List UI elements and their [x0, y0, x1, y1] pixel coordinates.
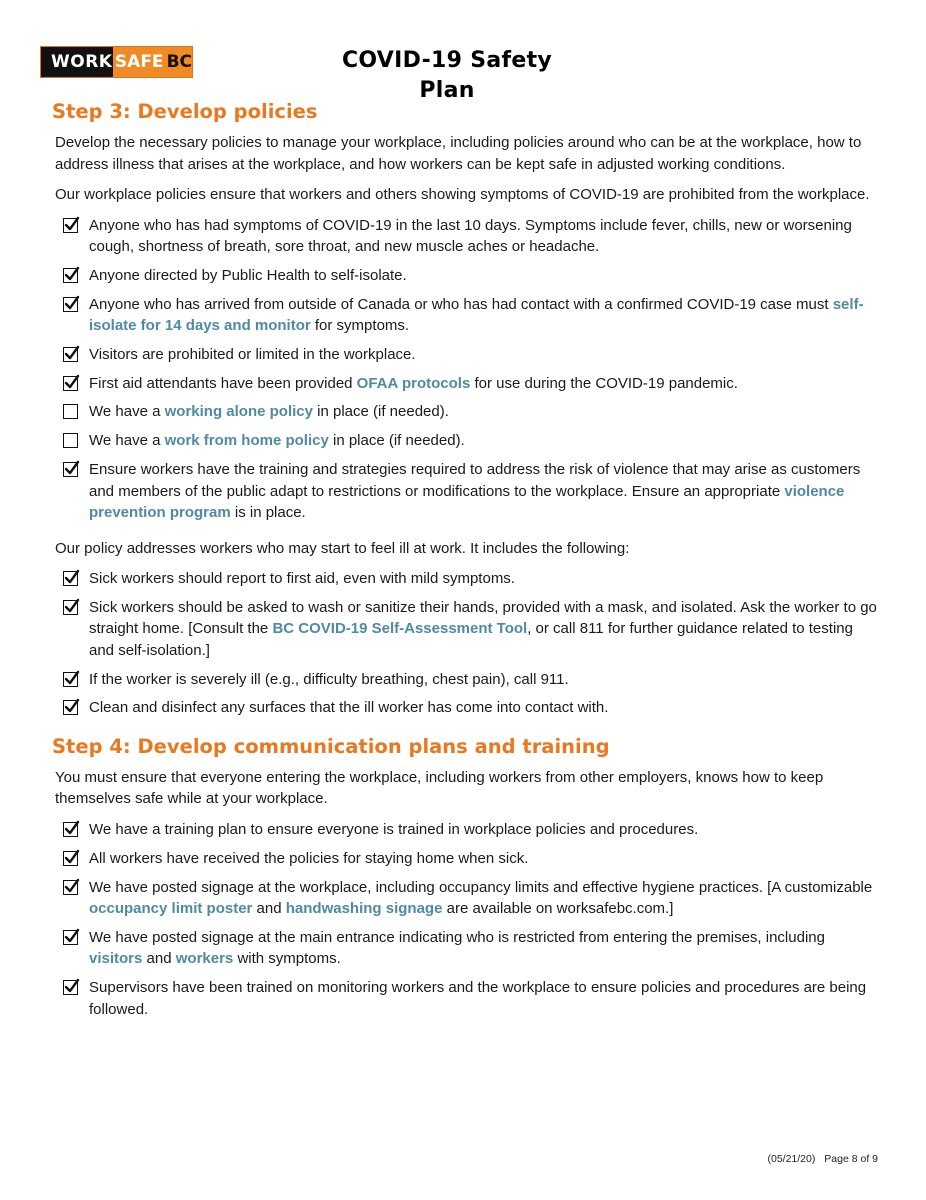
item-text: is in place. — [230, 504, 306, 522]
resource-link[interactable]: occupancy limit poster — [89, 900, 253, 918]
step3-section — [52, 98, 882, 719]
checklist-item — [52, 819, 882, 841]
checklist-item — [52, 848, 882, 870]
item-text: for symptoms. — [310, 317, 410, 335]
checked-checkbox-icon[interactable] — [63, 297, 78, 312]
step3-ill-intro: Our policy addresses workers who may start to feel ill at work. It includes the following: — [55, 539, 630, 557]
step3-policy-checklist — [52, 215, 882, 524]
item-text: Sick workers should be asked to wash or sanitize their hands, provided with a mask, and isolated. Ask the worker to go straight home. [Consult the — [89, 598, 877, 638]
page-content — [52, 98, 882, 1030]
item-text: If the worker is severely ill (e.g., difficulty breathing, chest pain), call 911. — [89, 670, 569, 688]
checked-checkbox-icon[interactable] — [63, 376, 78, 391]
page-header — [40, 46, 886, 103]
checked-checkbox-icon[interactable] — [63, 600, 78, 615]
resource-link[interactable]: working alone policy — [164, 403, 313, 421]
checklist-item — [52, 265, 882, 287]
checked-checkbox-icon[interactable] — [63, 851, 78, 866]
step3-ill-checklist — [52, 568, 882, 719]
item-text: , or call 811 for further guidance related to testing and self-isolation.] — [89, 620, 853, 659]
checklist-item — [52, 977, 882, 1020]
resource-link[interactable]: OFAA protocols — [356, 374, 471, 392]
item-text: We have posted signage at the workplace, including occupancy limits and effective hygiene practices. [A customizable — [89, 878, 873, 896]
item-text: and — [142, 950, 176, 968]
resource-link[interactable]: BC COVID-19 Self-Assessment Tool — [272, 620, 528, 638]
checked-checkbox-icon[interactable] — [63, 347, 78, 362]
item-text: for use during the COVID-19 pandemic. — [470, 374, 738, 392]
logo-safe-text: SAFE — [114, 52, 164, 72]
checklist-item — [52, 459, 882, 524]
checked-checkbox-icon[interactable] — [63, 700, 78, 715]
checklist-item — [52, 401, 882, 423]
item-text: We have a — [89, 403, 165, 421]
item-text: Visitors are prohibited or limited in the workplace. — [89, 345, 416, 363]
checked-checkbox-icon[interactable] — [63, 672, 78, 687]
checked-checkbox-icon[interactable] — [63, 462, 78, 477]
item-text: in place (if needed). — [328, 432, 465, 450]
item-text: First aid attendants have been provided — [89, 374, 357, 392]
document-title: COVID-19 Safety Plan — [341, 48, 553, 103]
footer-page-number: Page 8 of 9 — [824, 1153, 878, 1165]
checklist-item — [52, 568, 882, 590]
item-text: Anyone directed by Public Health to self-isolate. — [89, 266, 407, 284]
step3-intro: Develop the necessary policies to manage your workplace, including policies around who can be at the workplace, how to address illness that arises at the workplace, and how workers can be kept safe in adjusted working conditions. — [55, 134, 862, 173]
item-text: We have a training plan to ensure everyone is trained in workplace policies and procedures. — [89, 820, 699, 838]
step4-intro: You must ensure that everyone entering the workplace, including workers from other employers, knows how to keep themselves safe while at your workplace. — [55, 768, 824, 808]
item-text: Clean and disinfect any surfaces that the ill worker has come into contact with. — [89, 699, 609, 717]
logo-safe-block — [113, 47, 192, 77]
resource-link[interactable]: workers — [175, 950, 234, 968]
item-text: with symptoms. — [233, 950, 341, 968]
step4-section — [52, 733, 882, 1020]
checked-checkbox-icon[interactable] — [63, 880, 78, 895]
step3-policies-intro: Our workplace policies ensure that workers and others showing symptoms of COVID-19 are prohibited from the workplace. — [55, 186, 870, 203]
logo-work-text: WORK — [41, 47, 113, 77]
step4-heading: Step 4: Develop communication plans and training — [52, 734, 610, 758]
item-text: in place (if needed). — [312, 403, 449, 421]
item-text: All workers have received the policies for staying home when sick. — [89, 849, 529, 867]
item-text: Anyone who has arrived from outside of Canada or who has had contact with a confirmed COVID-19 case must — [89, 295, 833, 313]
unchecked-checkbox-icon[interactable] — [63, 404, 78, 419]
checked-checkbox-icon[interactable] — [63, 571, 78, 586]
checklist-item — [52, 215, 882, 258]
resource-link[interactable]: work from home policy — [164, 432, 329, 450]
footer-date: (05/21/20) — [767, 1153, 816, 1165]
checked-checkbox-icon[interactable] — [63, 268, 78, 283]
logo-bc-text: BC — [166, 52, 192, 72]
checklist-item — [52, 877, 882, 920]
checked-checkbox-icon[interactable] — [63, 822, 78, 837]
checklist-item — [52, 344, 882, 366]
resource-link[interactable]: violence prevention program — [89, 482, 845, 522]
item-text: We have a — [89, 432, 165, 450]
item-text: Anyone who has had symptoms of COVID-19 in the last 10 days. Symptoms include fever, chills, new or worsening cough, shortness of breath, sore throat, and new muscle aches or headache. — [89, 216, 852, 255]
resource-link[interactable]: self-isolate for 14 days and monitor — [89, 295, 864, 335]
checked-checkbox-icon[interactable] — [63, 980, 78, 995]
checklist-item — [52, 927, 882, 970]
step3-heading: Step 3: Develop policies — [52, 100, 318, 123]
checklist-item — [52, 430, 882, 452]
checklist-item — [52, 669, 882, 691]
item-text: and — [252, 900, 286, 918]
unchecked-checkbox-icon[interactable] — [63, 433, 78, 448]
checklist-item — [52, 373, 882, 395]
resource-link[interactable]: handwashing signage — [285, 900, 443, 918]
checklist-item — [52, 697, 882, 719]
item-text: Supervisors have been trained on monitoring workers and the workplace to ensure policies and procedures are being followed. — [89, 979, 867, 1018]
resource-link[interactable]: visitors — [89, 950, 143, 968]
item-text: Sick workers should report to first aid, even with mild symptoms. — [89, 570, 515, 588]
checked-checkbox-icon[interactable] — [63, 930, 78, 945]
item-text: Ensure workers have the training and strategies required to address the risk of violence that may arise as customers and members of the public adapt to restrictions or modifications to the workplace. Ensure an appropriate — [89, 461, 861, 500]
page-footer — [767, 1153, 878, 1165]
checklist-item — [52, 597, 882, 662]
step4-checklist — [52, 819, 882, 1020]
checked-checkbox-icon[interactable] — [63, 218, 78, 233]
checklist-item — [52, 294, 882, 337]
item-text: We have posted signage at the main entrance indicating who is restricted from entering the premises, including — [89, 928, 825, 946]
worksafebc-logo — [40, 46, 193, 78]
item-text: are available on worksafebc.com.] — [442, 900, 674, 918]
